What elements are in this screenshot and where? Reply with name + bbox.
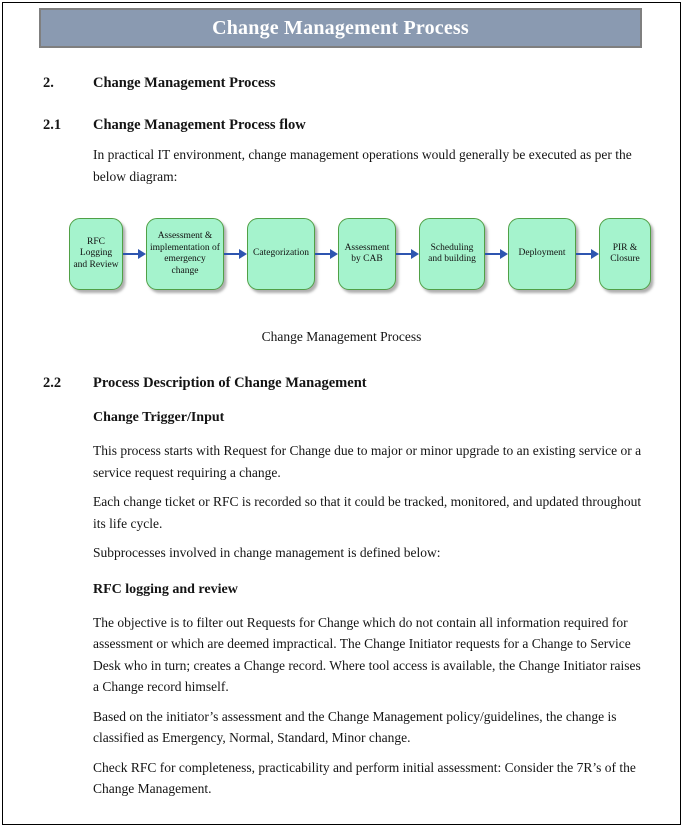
paragraph: Check RFC for completeness, practicability and perform initial assessment: Consider the 7R’s of the Change Management. <box>93 759 636 796</box>
paragraph: Each change ticket or RFC is recorded so that it could be tracked, monitored, and updated throughout its life cycle. <box>93 494 642 531</box>
figure-caption: Change Management Process <box>261 329 422 344</box>
flow-arrow-icon <box>224 249 247 259</box>
page-title: Change Management Process <box>212 16 469 39</box>
section-2-2-number: 2.2 <box>43 375 62 391</box>
intro-paragraph: In practical IT environment, change management operations would generally be executed as per the below diagram: <box>93 147 632 184</box>
subsection-heading-change-trigger: Change Trigger/Input <box>93 410 225 425</box>
flow-step-label: PIR & Closure <box>610 242 640 264</box>
flow-arrow-icon <box>576 249 599 259</box>
flow-step-deployment <box>508 218 576 290</box>
section-2-title: Change Management Process <box>93 75 276 91</box>
paragraph: The objective is to filter out Requests for Change which do not contain all information required for assessment or which are deemed impractical. The Change Initiator requests for a Change to Service Desk who in turn; creates a Change record. Where tool access is available, the Change Initiator raises a Change record himself. <box>93 614 641 694</box>
flow-arrow-icon <box>485 249 508 259</box>
flow-step-label: Deployment <box>518 248 566 259</box>
flow-step-label: Assessment & implementation of emergency change <box>150 231 220 276</box>
section-2-1-heading <box>3 117 680 134</box>
flow-step-assessment-by-cab <box>338 218 396 290</box>
subsection-heading-rfc-logging: RFC logging and review <box>93 581 238 597</box>
flow-step-pir-and-closure <box>599 218 651 290</box>
section-2-1-number: 2.1 <box>43 117 62 133</box>
process-flow-diagram <box>69 217 680 291</box>
title-banner <box>39 8 642 48</box>
paragraph: This process starts with Request for Change due to major or minor upgrade to an existing service or a service request requiring a change. <box>93 443 642 480</box>
flow-step-label: Categorization <box>253 248 309 259</box>
flow-step-rfc-logging-and-review <box>69 218 123 290</box>
section-2-1-title: Change Management Process flow <box>93 117 306 133</box>
section-2-2-heading <box>3 375 680 392</box>
flow-step-label: RFC Logging and Review <box>73 236 119 270</box>
flow-arrow-icon <box>123 249 146 259</box>
section-2-2-title: Process Description of Change Management <box>93 375 367 391</box>
section-2-heading <box>3 75 680 92</box>
flow-step-categorization <box>247 218 315 290</box>
document-page <box>2 2 681 825</box>
flow-step-emergency-assessment <box>146 218 224 290</box>
flow-arrow-icon <box>396 249 419 259</box>
paragraph: Based on the initiator’s assessment and the Change Management policy/guidelines, the change is classified as Emergency, Normal, Standard, Minor change. <box>93 708 617 745</box>
flow-step-label: Scheduling and building <box>428 242 476 264</box>
flow-step-label: Assessment by CAB <box>344 242 390 264</box>
section-2-number: 2. <box>43 75 54 91</box>
paragraph: Subprocesses involved in change management is defined below: <box>93 545 441 560</box>
flow-step-scheduling-and-building <box>419 218 485 290</box>
flow-arrow-icon <box>315 249 338 259</box>
